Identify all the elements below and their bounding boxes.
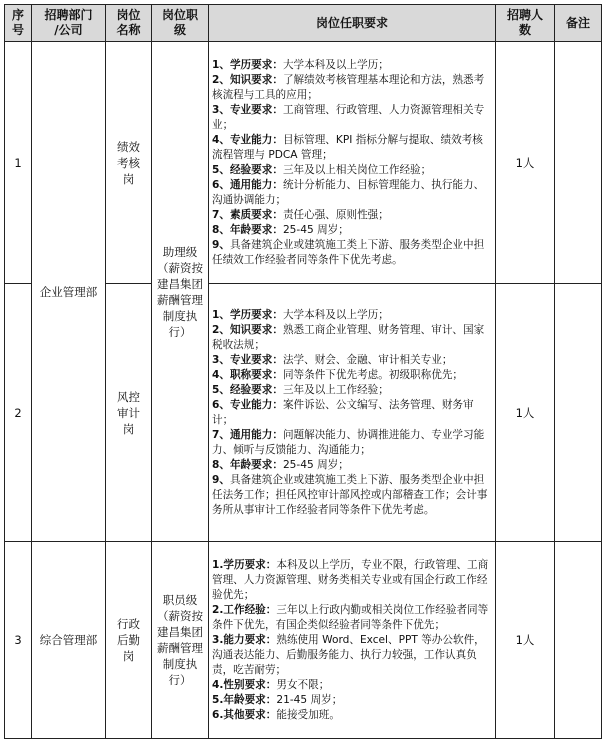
req-item: 5、经验要求：三年及以上工作经验； [212, 383, 389, 396]
level-cell [152, 542, 209, 739]
req-item: 5、经验要求：三年及以上相关岗位工作经验； [212, 163, 432, 176]
header-level: 岗位职 级 [152, 5, 209, 42]
remark-cell [555, 42, 602, 284]
header-seq: 序 号 [5, 5, 32, 42]
req-item: 2、知识要求：了解绩效考核管理基本理论和方法，熟悉考核流程与工具的应用； [212, 73, 485, 101]
seq-cell: 2 [5, 284, 32, 542]
level-cell [152, 42, 209, 542]
req-item: 7、通用能力：问题解决能力、协调推进能力、专业学习能力、倾听与反馈能力、沟通能力； [212, 428, 485, 456]
table-row [5, 42, 602, 284]
dept-cell [32, 542, 106, 739]
req-item: 2、知识要求：熟悉工商企业管理、财务管理、审计、国家税收法规； [212, 323, 485, 351]
req-item: 8、年龄要求：25-45 周岁； [212, 223, 349, 236]
seq-cell: 1 [5, 42, 32, 284]
req-item: 3、专业要求：工商管理、行政管理、人力资源管理相关专业； [212, 103, 485, 131]
remark-cell [555, 542, 602, 739]
dept-cell [32, 42, 106, 542]
position-cell [106, 284, 152, 542]
req-item: 7、素质要求：责任心强、原则性强； [212, 208, 389, 221]
requirements-cell [209, 284, 496, 542]
req-item: 6、通用能力：统计分析能力、目标管理能力、执行能力、沟通协调能力； [212, 178, 485, 206]
req-item: 9、具备建筑企业或建筑施工类上下游、服务类型企业中担任法务工作；担任风控审计部风控或内部稽查工作；会计事务所从事审计工作经验者同等条件下优先考虑。 [212, 473, 488, 516]
headcount-cell: 1人 [496, 42, 555, 284]
requirements-cell [209, 42, 496, 284]
req-item: 6.其他要求：能接受加班。 [212, 708, 340, 721]
req-item: 1、学历要求：大学本科及以上学历； [212, 308, 389, 321]
req-item: 4、专业能力：目标管理、KPI 指标分解与提取、绩效考核流程管理与 PDCA 管理； [212, 133, 483, 161]
position-label: 绩效考核岗 [117, 139, 140, 186]
req-item: 6、专业能力：案件诉讼、公文编写、法务管理、财务审计； [212, 398, 474, 426]
header-row [5, 5, 602, 42]
header-position: 岗位 名称 [106, 5, 152, 42]
req-item: 1、学历要求：大学本科及以上学历； [212, 58, 389, 71]
req-item: 3、专业要求：法学、财会、金融、审计相关专业； [212, 353, 453, 366]
header-headcount: 招聘人 数 [496, 5, 555, 42]
req-item: 2.工作经验：三年以上行政内勤或相关岗位工作经验者同等条件下优先，有国企类似经验者同等条件下优先； [212, 603, 489, 631]
req-item: 1.学历要求：本科及以上学历，专业不限，行政管理、工商管理、人力资源管理、财务类相关专业或有国企行政工作经验优先； [212, 558, 489, 601]
position-label: 行政后勤岗 [117, 617, 140, 663]
level-label: 助理级（薪资按建昌集团薪酬管理制度执行） [157, 244, 203, 339]
req-item: 4、职称要求：同等条件下优先考虑。初级职称优先； [212, 368, 464, 381]
req-item: 9、具备建筑企业或建筑施工类上下游、服务类型企业中担任绩效工作经验者同等条件下优先考虑。 [212, 238, 485, 266]
req-item: 3.能力要求：熟练使用 Word、Excel、PPT 等办公软件，沟通表达能力、后勤服务能力、执行力较强，工作认真负责，吃苦耐劳； [212, 633, 485, 676]
header-requirements: 岗位任职要求 [209, 5, 496, 42]
position-cell [106, 542, 152, 739]
recruitment-table [4, 4, 602, 739]
req-item: 4.性别要求：男女不限； [212, 678, 330, 691]
header-dept: 招聘部门 /公司 [32, 5, 106, 42]
level-label: 职员级（薪资按建昌集团薪酬管理制度执行） [157, 593, 203, 687]
req-item: 8、年龄要求：25-45 周岁； [212, 458, 349, 471]
table-row [5, 542, 602, 739]
dept-label: 综合管理部 [39, 633, 98, 647]
position-cell [106, 42, 152, 284]
dept-label: 企业管理部 [39, 284, 98, 299]
seq-cell: 3 [5, 542, 32, 739]
headcount-cell: 1人 [496, 284, 555, 542]
header-remark: 备注 [555, 5, 602, 42]
position-label: 风控审计岗 [117, 389, 140, 436]
requirements-cell [209, 542, 496, 739]
remark-cell [555, 284, 602, 542]
req-item: 5.年龄要求：21-45 周岁； [212, 693, 343, 706]
headcount-cell: 1人 [496, 542, 555, 739]
